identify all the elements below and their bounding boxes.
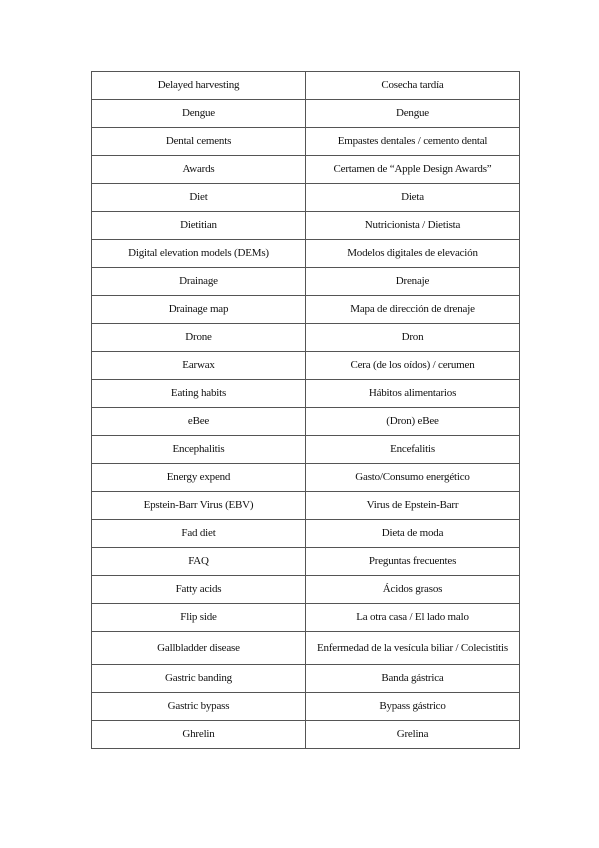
table-row bbox=[92, 436, 520, 464]
table-row bbox=[92, 324, 520, 352]
term-english: Drainage bbox=[92, 268, 306, 296]
term-spanish: Dengue bbox=[306, 100, 520, 128]
term-spanish: Gasto/Consumo energético bbox=[306, 464, 520, 492]
table-row bbox=[92, 604, 520, 632]
term-spanish: Grelina bbox=[306, 721, 520, 749]
table-row bbox=[92, 548, 520, 576]
term-spanish: Bypass gástrico bbox=[306, 693, 520, 721]
table-row bbox=[92, 156, 520, 184]
term-english: Diet bbox=[92, 184, 306, 212]
term-english: Digital elevation models (DEMs) bbox=[92, 240, 306, 268]
term-spanish: Dron bbox=[306, 324, 520, 352]
term-spanish: Nutricionista / Dietista bbox=[306, 212, 520, 240]
term-english: Dengue bbox=[92, 100, 306, 128]
glossary-table-body bbox=[92, 72, 520, 749]
term-spanish: Encefalitis bbox=[306, 436, 520, 464]
term-english: Fad diet bbox=[92, 520, 306, 548]
term-english: Earwax bbox=[92, 352, 306, 380]
table-row bbox=[92, 100, 520, 128]
term-english: Dental cements bbox=[92, 128, 306, 156]
table-row bbox=[92, 520, 520, 548]
table-row bbox=[92, 632, 520, 665]
term-spanish: (Dron) eBee bbox=[306, 408, 520, 436]
table-row bbox=[92, 464, 520, 492]
term-english: Drone bbox=[92, 324, 306, 352]
table-row bbox=[92, 665, 520, 693]
term-english: Encephalitis bbox=[92, 436, 306, 464]
term-spanish: Enfermedad de la vesícula biliar / Colecistitis bbox=[306, 632, 520, 665]
term-english: eBee bbox=[92, 408, 306, 436]
term-spanish: Mapa de dirección de drenaje bbox=[306, 296, 520, 324]
term-spanish: Empastes dentales / cemento dental bbox=[306, 128, 520, 156]
term-spanish: Ácidos grasos bbox=[306, 576, 520, 604]
glossary-table bbox=[91, 71, 520, 749]
term-english: Epstein-Barr Virus (EBV) bbox=[92, 492, 306, 520]
term-spanish: Drenaje bbox=[306, 268, 520, 296]
term-spanish: Preguntas frecuentes bbox=[306, 548, 520, 576]
term-spanish: Cera (de los oídos) / cerumen bbox=[306, 352, 520, 380]
term-spanish: Banda gástrica bbox=[306, 665, 520, 693]
term-english: Gallbladder disease bbox=[92, 632, 306, 665]
term-spanish: Modelos digitales de elevación bbox=[306, 240, 520, 268]
term-spanish: Certamen de “Apple Design Awards” bbox=[306, 156, 520, 184]
term-english: Gastric bypass bbox=[92, 693, 306, 721]
table-row bbox=[92, 212, 520, 240]
term-english: Fatty acids bbox=[92, 576, 306, 604]
term-spanish: Virus de Epstein-Barr bbox=[306, 492, 520, 520]
term-english: FAQ bbox=[92, 548, 306, 576]
table-row bbox=[92, 72, 520, 100]
table-row bbox=[92, 408, 520, 436]
table-row bbox=[92, 693, 520, 721]
term-english: Awards bbox=[92, 156, 306, 184]
term-english: Dietitian bbox=[92, 212, 306, 240]
term-english: Ghrelin bbox=[92, 721, 306, 749]
table-row bbox=[92, 352, 520, 380]
term-english: Drainage map bbox=[92, 296, 306, 324]
table-row bbox=[92, 128, 520, 156]
term-english: Energy expend bbox=[92, 464, 306, 492]
table-row bbox=[92, 380, 520, 408]
term-spanish: Hábitos alimentarios bbox=[306, 380, 520, 408]
term-spanish: La otra casa / El lado malo bbox=[306, 604, 520, 632]
term-english: Eating habits bbox=[92, 380, 306, 408]
table-row bbox=[92, 240, 520, 268]
table-row bbox=[92, 492, 520, 520]
term-spanish: Dieta de moda bbox=[306, 520, 520, 548]
table-row bbox=[92, 721, 520, 749]
table-row bbox=[92, 296, 520, 324]
term-english: Flip side bbox=[92, 604, 306, 632]
table-row bbox=[92, 576, 520, 604]
table-row bbox=[92, 268, 520, 296]
term-spanish: Cosecha tardía bbox=[306, 72, 520, 100]
table-row bbox=[92, 184, 520, 212]
term-english: Gastric banding bbox=[92, 665, 306, 693]
term-spanish: Dieta bbox=[306, 184, 520, 212]
term-english: Delayed harvesting bbox=[92, 72, 306, 100]
